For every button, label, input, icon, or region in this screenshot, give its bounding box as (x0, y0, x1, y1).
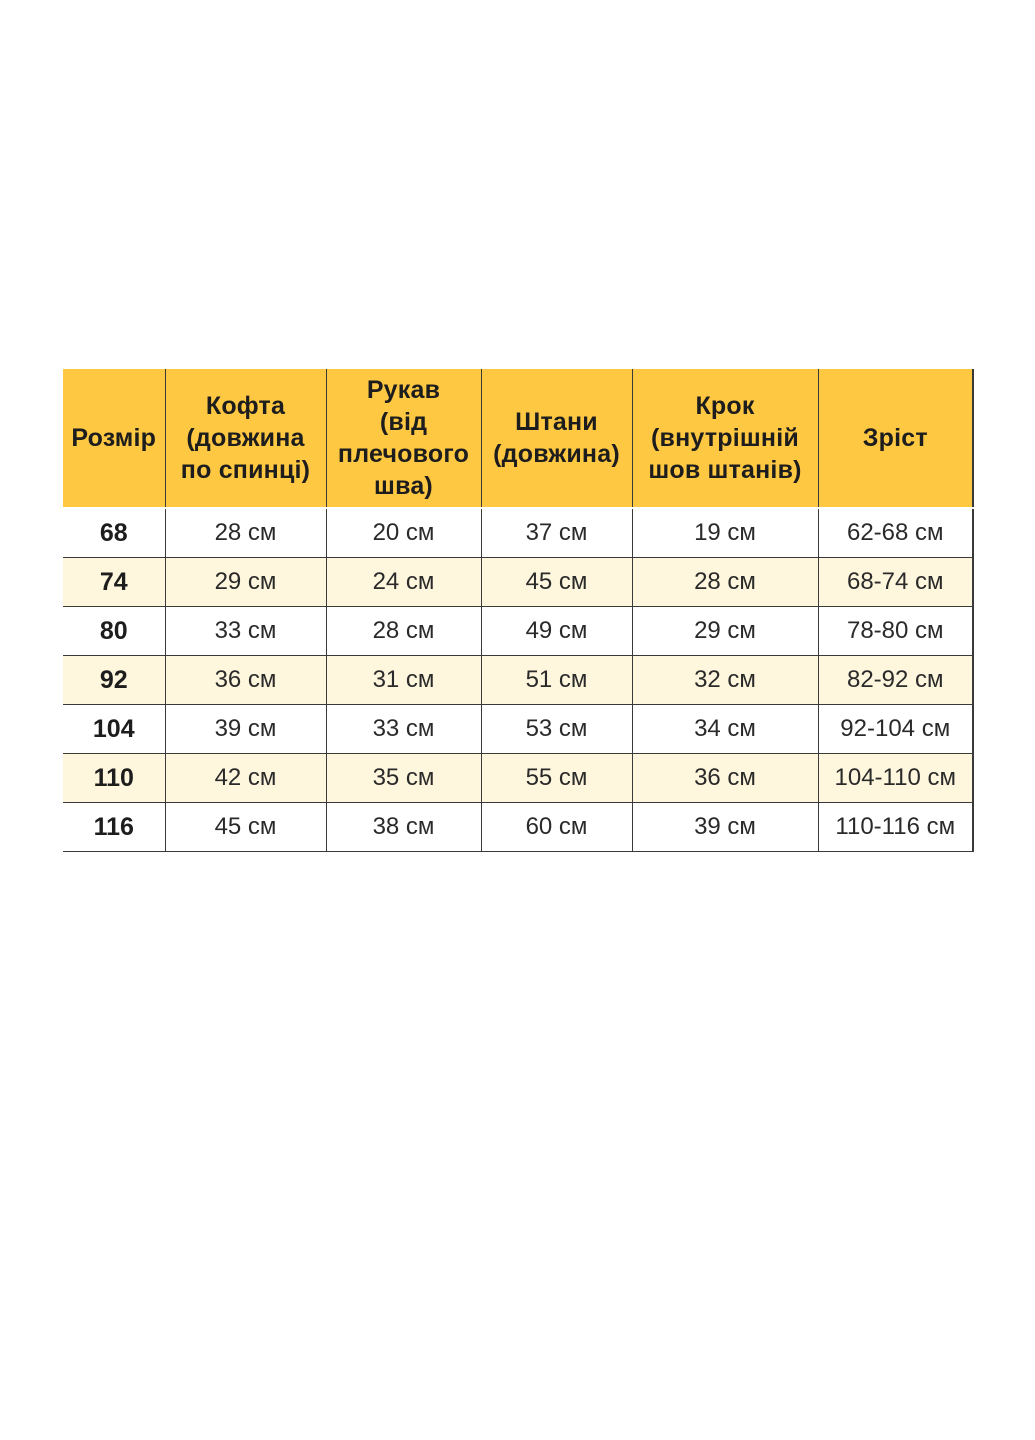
cell-inseam: 34 см (632, 705, 818, 754)
cell-sleeve: 28 см (326, 607, 481, 656)
table-row (63, 508, 973, 558)
cell-jacket-length: 36 см (165, 656, 326, 705)
cell-jacket-length: 42 см (165, 754, 326, 803)
cell-size: 116 (63, 803, 165, 852)
cell-sleeve: 33 см (326, 705, 481, 754)
cell-inseam: 29 см (632, 607, 818, 656)
cell-size: 92 (63, 656, 165, 705)
cell-size: 110 (63, 754, 165, 803)
cell-size: 104 (63, 705, 165, 754)
cell-jacket-length: 45 см (165, 803, 326, 852)
cell-sleeve: 31 см (326, 656, 481, 705)
header-sleeve: Рукав (від плечового шва) (326, 369, 481, 508)
cell-size: 74 (63, 558, 165, 607)
cell-sleeve: 24 см (326, 558, 481, 607)
header-jacket-length: Кофта (довжина по спинці) (165, 369, 326, 508)
cell-inseam: 19 см (632, 508, 818, 558)
cell-pants-length: 53 см (481, 705, 632, 754)
cell-sleeve: 38 см (326, 803, 481, 852)
table-row (63, 803, 973, 852)
header-height: Зріст (818, 369, 973, 508)
header-row (63, 369, 973, 508)
header-inseam: Крок (внутрішній шов штанів) (632, 369, 818, 508)
table-row (63, 656, 973, 705)
cell-height: 110-116 см (818, 803, 973, 852)
cell-jacket-length: 39 см (165, 705, 326, 754)
cell-pants-length: 45 см (481, 558, 632, 607)
cell-pants-length: 55 см (481, 754, 632, 803)
cell-height: 62-68 см (818, 508, 973, 558)
cell-inseam: 32 см (632, 656, 818, 705)
header-size: Розмір (63, 369, 165, 508)
cell-sleeve: 20 см (326, 508, 481, 558)
cell-size: 68 (63, 508, 165, 558)
cell-jacket-length: 33 см (165, 607, 326, 656)
size-chart-table (63, 369, 974, 852)
cell-inseam: 36 см (632, 754, 818, 803)
cell-size: 80 (63, 607, 165, 656)
cell-pants-length: 37 см (481, 508, 632, 558)
cell-pants-length: 60 см (481, 803, 632, 852)
cell-pants-length: 49 см (481, 607, 632, 656)
header-pants-length: Штани (довжина) (481, 369, 632, 508)
cell-jacket-length: 29 см (165, 558, 326, 607)
cell-inseam: 28 см (632, 558, 818, 607)
cell-height: 104-110 см (818, 754, 973, 803)
cell-height: 78-80 см (818, 607, 973, 656)
cell-height: 82-92 см (818, 656, 973, 705)
cell-sleeve: 35 см (326, 754, 481, 803)
table-row (63, 705, 973, 754)
table-row (63, 607, 973, 656)
cell-height: 92-104 см (818, 705, 973, 754)
table-row (63, 558, 973, 607)
cell-jacket-length: 28 см (165, 508, 326, 558)
cell-pants-length: 51 см (481, 656, 632, 705)
cell-height: 68-74 см (818, 558, 973, 607)
table-row (63, 754, 973, 803)
cell-inseam: 39 см (632, 803, 818, 852)
